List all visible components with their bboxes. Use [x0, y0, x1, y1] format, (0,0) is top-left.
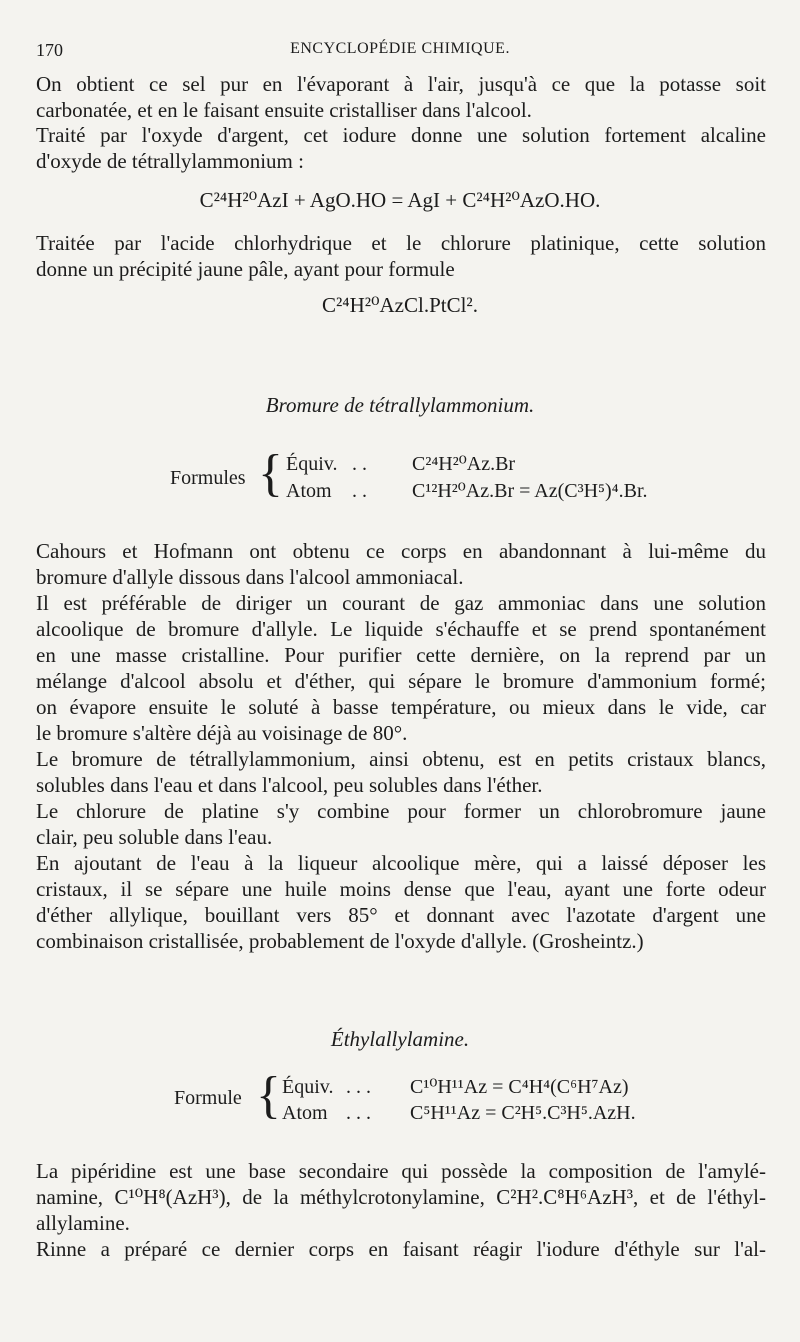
formula-row-name: Équiv.: [286, 453, 338, 475]
running-title: ENCYCLOPÉDIE CHIMIQUE.: [290, 40, 510, 57]
paragraph-line: alcoolique de bromure d'allyle. Le liquide s'échauffe et se prend spontanément: [36, 617, 766, 641]
paragraph-line: le bromure s'altère déjà au voisinage de 80°.: [36, 721, 408, 745]
formula-label: Formules: [170, 467, 246, 489]
page-number: 170: [36, 40, 63, 60]
formula-row-dots: . .: [352, 453, 367, 475]
paragraph-line: d'oxyde de tétrallylammonium :: [36, 149, 304, 173]
paragraph-line: solubles dans l'eau et dans l'alcool, peu solubles dans l'éther.: [36, 773, 543, 797]
formula-row-dots: . . .: [346, 1102, 371, 1124]
paragraph-line: En ajoutant de l'eau à la liqueur alcoolique mère, qui a laissé déposer les: [36, 851, 766, 875]
paragraph-line: Cahours et Hofmann ont obtenu ce corps en abandonnant à lui-même du: [36, 539, 766, 563]
equation: C²⁴H²⁰AzCl.PtCl².: [322, 293, 478, 317]
section-heading: Bromure de tétrallylammonium.: [265, 393, 535, 417]
paragraph-line: clair, peu soluble dans l'eau.: [36, 825, 273, 849]
paragraph-line: Traitée par l'acide chlorhydrique et le chlorure platinique, cette solution: [36, 231, 766, 255]
paragraph-line: d'éther allylique, bouillant vers 85° et donnant avec l'azotate d'argent une: [36, 903, 766, 927]
page-header: [0, 40, 800, 64]
paragraph-line: Le chlorure de platine s'y combine pour former un chlorobromure jaune: [36, 799, 766, 823]
paragraph-line: Le bromure de tétrallylammonium, ainsi obtenu, est en petits cristaux blancs,: [36, 747, 766, 771]
formula-row-value: C¹⁰H¹¹Az = C⁴H⁴(C⁶H⁷Az): [410, 1076, 629, 1098]
paragraph-line: On obtient ce sel pur en l'évaporant à l'air, jusqu'à ce que la potasse soit: [36, 72, 766, 96]
formula-row-value: C⁵H¹¹Az = C²H⁵.C³H⁵.AzH.: [410, 1102, 636, 1124]
paragraph-line: namine, C¹⁰H⁸(AzH³), de la méthylcrotonylamine, C²H².C⁸H⁶AzH³, et de l'éthyl-: [36, 1185, 766, 1209]
paragraph-line: donne un précipité jaune pâle, ayant pour formule: [36, 257, 455, 281]
brace: {: [258, 445, 283, 502]
paragraph-line: La pipéridine est une base secondaire qui possède la composition de l'amylé-: [36, 1159, 766, 1183]
paragraph-line: bromure d'allyle dissous dans l'alcool ammoniacal.: [36, 565, 464, 589]
formula-row-name: Équiv.: [282, 1076, 334, 1098]
paragraph-line: combinaison cristallisée, probablement de l'oxyde d'allyle. (Grosheintz.): [36, 929, 644, 953]
brace: {: [256, 1067, 281, 1124]
formula-row-value: C¹²H²⁰Az.Br = Az(C³H⁵)⁴.Br.: [412, 480, 648, 502]
paragraph-line: allylamine.: [36, 1211, 130, 1235]
paragraph-line: en une masse cristalline. Pour purifier cette dernière, on la reprend par un: [36, 643, 766, 667]
paragraph-line: Il est préférable de diriger un courant de gaz ammoniac dans une solution: [36, 591, 766, 615]
paragraph-line: on évapore ensuite le soluté à basse température, ou mieux dans le vide, car: [36, 695, 766, 719]
section-heading: Éthylallylamine.: [330, 1027, 470, 1051]
formula-row-name: Atom: [282, 1102, 328, 1124]
paragraph-line: carbonatée, et en le faisant ensuite cristalliser dans l'alcool.: [36, 98, 532, 122]
equation: C²⁴H²⁰AzI + AgO.HO = AgI + C²⁴H²⁰AzO.HO.: [199, 188, 601, 212]
formula-row-value: C²⁴H²⁰Az.Br: [412, 453, 516, 475]
paragraph-line: mélange d'alcool absolu et d'éther, qui sépare le bromure d'ammonium formé;: [36, 669, 766, 693]
formula-row-dots: . . .: [346, 1076, 371, 1098]
formula-label: Formule: [174, 1087, 242, 1109]
paragraph-line: Traité par l'oxyde d'argent, cet iodure donne une solution fortement alcaline: [36, 123, 766, 147]
formula-row-dots: . .: [352, 480, 367, 502]
paragraph-line: cristaux, il se sépare une huile moins dense que l'eau, ayant une forte odeur: [36, 877, 766, 901]
formula-row-name: Atom: [286, 480, 332, 502]
paragraph-line: Rinne a préparé ce dernier corps en faisant réagir l'iodure d'éthyle sur l'al-: [36, 1237, 766, 1261]
